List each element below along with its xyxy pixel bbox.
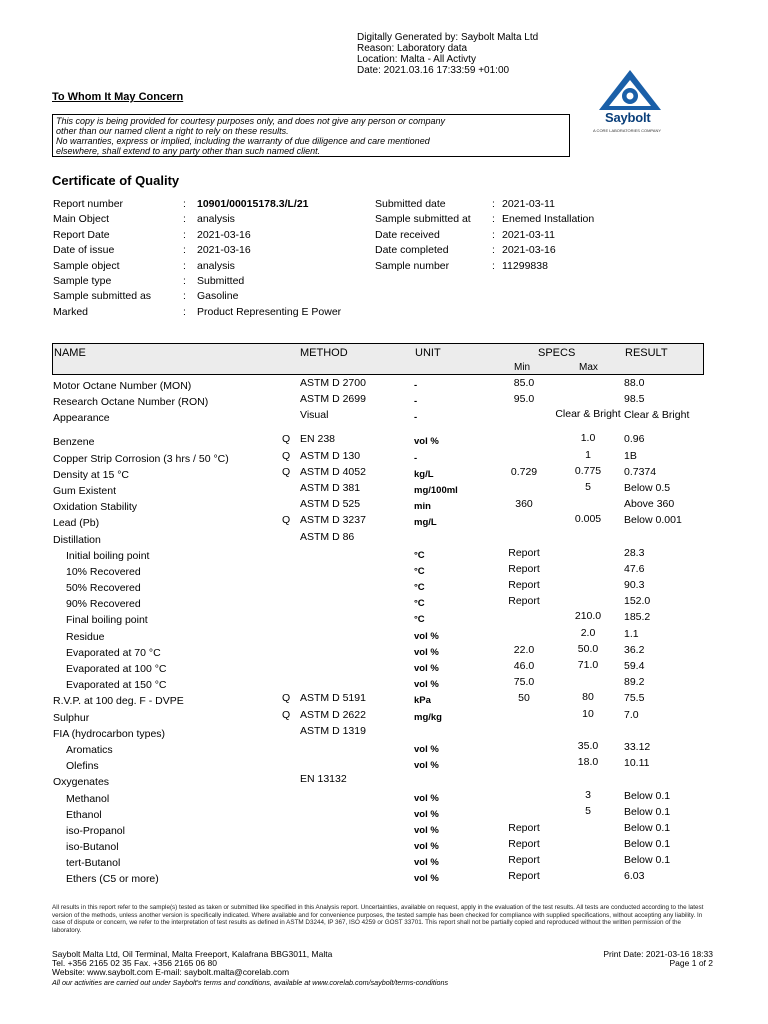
spec-min-cell: Report	[508, 854, 540, 867]
table-row	[0, 595, 768, 611]
spec-min-cell: Report	[508, 595, 540, 608]
table-row	[0, 498, 768, 514]
method-cell: ASTM D 86	[300, 530, 355, 543]
address-line: Tel. +356 2165 02 35 Fax. +356 2165 06 80	[52, 958, 217, 969]
parameter-name: tert-Butanol	[66, 857, 121, 870]
spec-min-cell: 46.0	[513, 660, 535, 672]
method-cell: ASTM D 1319	[300, 724, 366, 737]
unit-cell: °C	[414, 549, 425, 561]
parameter-name: 10% Recovered	[66, 565, 141, 578]
signature-line: Reason: Laboratory data	[357, 43, 468, 54]
spec-max-cell: 0.005	[574, 513, 602, 526]
unit-cell: °C	[414, 614, 425, 626]
info-value: Product Representing E Power	[197, 305, 342, 318]
spec-max-cell: 3	[585, 788, 591, 801]
result-cell: 36.2	[624, 643, 645, 656]
parameter-name: Evaporated at 150 °C	[66, 679, 167, 692]
report-info-right	[375, 197, 594, 274]
parameter-name: Distillation	[53, 533, 101, 546]
parameter-name: Gum Existent	[53, 484, 117, 497]
parameter-name: Final boiling point	[66, 614, 148, 627]
spec-max-cell: 1.0	[580, 432, 596, 445]
spec-max-cell: 71.0	[577, 659, 599, 671]
unit-cell: vol %	[414, 679, 439, 691]
quality-mark: Q	[282, 514, 291, 527]
result-cell: Below 0.001	[624, 514, 682, 527]
signature-line: Location: Malta - All Activty	[357, 54, 476, 65]
info-value: 11299838	[502, 259, 548, 272]
spec-max-cell: 210.0	[574, 610, 602, 623]
spec-min-cell: Report	[508, 838, 540, 851]
result-cell: 152.0	[624, 595, 651, 608]
result-cell: 98.5	[624, 393, 645, 406]
parameter-name: Olefins	[66, 760, 99, 773]
address-line: Website: www.saybolt.com E-mail: saybolt.malta@corelab.com	[52, 967, 290, 978]
logo-tagline: A CORE LABORATORIES COMPANY	[593, 128, 662, 133]
spec-min-cell: Report	[508, 546, 540, 559]
unit-cell: vol %	[414, 792, 439, 804]
parameter-name: Ethanol	[66, 808, 102, 821]
spec-min-cell: 85.0	[513, 377, 535, 389]
unit-cell: -	[414, 396, 418, 408]
disclaimer-line: elsewhere, shall extend to any party other than such named client.	[56, 146, 321, 156]
parameter-name: Appearance	[53, 412, 110, 425]
method-cell: ASTM D 4052	[300, 465, 366, 478]
info-label: Submitted date	[375, 198, 446, 210]
method-cell: EN 238	[300, 433, 336, 446]
info-row: Date received : 2021-03-11	[375, 228, 594, 243]
unit-cell: -	[414, 412, 418, 424]
info-label: Sample submitted at	[375, 213, 471, 226]
parameter-name: Oxidation Stability	[53, 501, 138, 514]
table-row	[0, 628, 768, 644]
table-row	[0, 611, 768, 627]
unit-cell: -	[414, 452, 418, 464]
spec-max-cell: 2.0	[580, 626, 596, 639]
result-cell: Below 0.1	[624, 821, 671, 834]
result-cell: Below 0.1	[624, 854, 671, 867]
saybolt-triangle-logo-icon	[585, 66, 675, 114]
header-max: Max	[579, 362, 598, 373]
method-cell: ASTM D 2700	[300, 377, 366, 389]
method-cell: ASTM D 381	[300, 481, 361, 494]
spec-min-cell: Report	[508, 579, 540, 592]
info-row: Sample type : Submitted	[53, 274, 341, 289]
result-cell: 75.5	[624, 692, 645, 705]
info-value: 2021-03-16	[197, 228, 251, 241]
method-cell: ASTM D 525	[300, 498, 361, 511]
info-row: Main Object : analysis	[53, 212, 341, 227]
info-label: Sample type	[53, 275, 112, 288]
spec-min-cell: 0.729	[510, 465, 538, 478]
info-row: Sample submitted as : Gasoline	[53, 289, 341, 304]
info-value: Enemed Installation	[502, 213, 595, 226]
unit-cell: vol %	[414, 646, 439, 658]
unit-cell: min	[414, 501, 431, 513]
table-row	[0, 790, 768, 806]
method-cell: ASTM D 3237	[300, 514, 366, 527]
spec-max-cell: 50.0	[577, 642, 599, 655]
unit-cell: mg/L	[414, 517, 437, 529]
result-cell: 6.03	[624, 870, 645, 883]
spec-max-cell: 0.775	[574, 464, 602, 477]
table-row	[0, 757, 768, 773]
signature-line: Date: 2021.03.16 17:33:59 +01:00	[357, 65, 510, 76]
result-cell: 0.7374	[624, 465, 657, 478]
table-row	[0, 393, 768, 409]
info-row: Report number : 10901/00015178.3/L/21	[53, 197, 341, 212]
method-cell: ASTM D 2622	[300, 708, 366, 721]
address-line: Saybolt Malta Ltd, Oil Terminal, Malta Freeport, Kalafrana BBG3011, Malta	[52, 949, 333, 959]
info-label: Sample object	[53, 259, 120, 272]
unit-cell: vol %	[414, 824, 439, 836]
parameter-name: 90% Recovered	[66, 598, 141, 611]
unit-cell: mg/100ml	[414, 484, 458, 496]
info-label: Marked	[53, 305, 89, 318]
unit-cell: vol %	[414, 663, 439, 674]
header-specs: SPECS	[538, 347, 576, 359]
parameter-name: Benzene	[53, 436, 95, 449]
info-row: Marked : Product Representing E Power	[53, 305, 341, 320]
terms-line: All our activities are carried out under Saybolt's terms and conditions, available at www.corelab.com/saybolt/terms-conditions	[52, 977, 449, 987]
spec-max-cell: 80	[582, 691, 594, 704]
result-cell: 10.11	[624, 757, 650, 770]
results-table-body	[0, 377, 768, 887]
result-cell: 90.3	[624, 579, 645, 592]
info-label: Report number	[53, 198, 124, 210]
table-row	[0, 806, 768, 822]
quality-mark: Q	[282, 433, 291, 446]
parameter-name: Ethers (C5 or more)	[66, 873, 159, 886]
spec-max-cell: 10	[582, 707, 594, 720]
result-cell: Above 360	[624, 498, 675, 511]
info-row: Date completed : 2021-03-16	[375, 243, 594, 258]
header-result: RESULT	[625, 347, 668, 359]
table-row	[0, 644, 768, 660]
header-min: Min	[514, 362, 531, 373]
spec-max-cell: Clear & Bright	[555, 408, 621, 421]
disclaimer-line: other than our named client a right to rely on these results.	[56, 126, 289, 136]
report-info-left	[53, 197, 341, 320]
unit-cell: kPa	[414, 695, 431, 707]
results-table-header	[52, 343, 704, 375]
info-value: 2021-03-16	[502, 244, 556, 257]
parameter-name: Residue	[66, 630, 105, 643]
parameter-name: Initial boiling point	[66, 549, 150, 562]
result-cell: Below 0.5	[624, 481, 671, 494]
quality-mark: Q	[282, 465, 291, 478]
result-cell: 33.12	[624, 740, 651, 753]
info-value: Gasoline	[197, 290, 239, 303]
quality-mark: Q	[282, 708, 291, 721]
info-row: Submitted date : 2021-03-11	[375, 197, 594, 212]
disclaimer-line: No warranties, express or implied, including the warranty of due diligence and care mentioned	[56, 136, 430, 146]
unit-cell: vol %	[414, 857, 439, 869]
parameter-name: Aromatics	[66, 743, 113, 756]
spec-max-cell: 1	[585, 448, 591, 461]
parameter-name: Copper Strip Corrosion (3 hrs / 50 °C)	[53, 452, 229, 465]
method-cell: EN 13132	[300, 773, 347, 786]
result-cell: Below 0.1	[624, 805, 671, 818]
parameter-name: R.V.P. at 100 deg. F - DVPE	[53, 695, 184, 708]
unit-cell: vol %	[414, 436, 439, 448]
method-cell: ASTM D 130	[300, 449, 361, 462]
unit-cell: vol %	[414, 841, 439, 853]
footnote: All results in this report refer to the sample(s) tested as taken or submitted like specified in this Analysis report. Uncertainties, available on request, apply in the evaluation of the test results. All tests are conducted according to the latest version of the methods, unless another version is specifically indicated. Where available and for convenience purposes, the tested sample has been checked for compliance with supplied specifications, without accepting any liability. In case of dispute or concern, we refer to the interpretation of test results as defined in ASTM D3244, IP 367, ISO 4259 or GOST 33701. This report shall not be partially copied and reproduced without the written permission of the laboratory.	[52, 904, 704, 934]
unit-cell: vol %	[414, 760, 439, 772]
logo-wordmark: Saybolt	[605, 110, 651, 125]
table-row	[0, 741, 768, 757]
table-row	[0, 709, 768, 725]
parameter-name: Oxygenates	[53, 776, 110, 789]
unit-cell: vol %	[414, 873, 439, 885]
table-row	[0, 838, 768, 854]
info-row: Sample submitted at : Enemed Installation	[375, 212, 594, 227]
spec-max-cell: 35.0	[577, 739, 599, 752]
unit-cell: °C	[414, 582, 425, 594]
result-cell: 1.1	[624, 627, 639, 640]
unit-cell: -	[414, 380, 418, 391]
parameter-name: Evaporated at 100 °C	[66, 663, 167, 675]
signature-line: Digitally Generated by: Saybolt Malta Ltd	[357, 32, 539, 43]
method-cell: Visual	[300, 409, 329, 422]
info-value: 2021-03-16	[197, 244, 251, 257]
info-value: analysis	[197, 213, 235, 226]
parameter-name: FIA (hydrocarbon types)	[53, 727, 166, 740]
spec-min-cell: 360	[515, 498, 533, 511]
table-row	[0, 450, 768, 466]
spec-max-cell: 5	[585, 804, 591, 817]
info-label: Sample number	[375, 259, 450, 272]
result-cell: 28.3	[624, 546, 645, 559]
unit-cell: vol %	[414, 743, 439, 755]
parameter-name: iso-Butanol	[66, 841, 119, 854]
spec-min-cell: Report	[508, 870, 540, 883]
table-row	[0, 676, 768, 692]
quality-mark: Q	[282, 692, 291, 705]
header-method: METHOD	[300, 347, 348, 359]
print-date: Print Date: 2021-03-16 18:33	[603, 949, 713, 959]
result-cell: 47.6	[624, 562, 645, 575]
spec-min-cell: Report	[508, 821, 540, 834]
info-label: Date completed	[375, 244, 449, 257]
spec-min-cell: 22.0	[513, 643, 535, 656]
table-row	[0, 692, 768, 708]
parameter-name: Density at 15 °C	[53, 468, 129, 481]
header-name: NAME	[54, 347, 86, 359]
method-cell: ASTM D 2699	[300, 393, 366, 406]
info-label: Date received	[375, 228, 440, 241]
info-label: Date of issue	[53, 244, 115, 257]
info-value: 2021-03-11	[502, 228, 555, 241]
parameter-name: Sulphur	[53, 711, 90, 724]
table-row	[0, 409, 768, 433]
company-address	[52, 950, 448, 987]
table-row	[0, 579, 768, 595]
table-row	[0, 870, 768, 886]
table-row	[0, 482, 768, 498]
table-row	[0, 377, 768, 393]
unit-cell: vol %	[414, 630, 439, 642]
page-number: Page 1 of 2	[669, 958, 713, 969]
print-info	[560, 950, 713, 968]
table-row	[0, 547, 768, 563]
certificate-title: Certificate of Quality	[52, 173, 180, 188]
parameter-name: Evaporated at 70 °C	[66, 646, 161, 659]
to-whom-heading: To Whom It May Concern	[52, 91, 184, 103]
method-cell: ASTM D 5191	[300, 692, 366, 705]
table-row	[0, 514, 768, 530]
parameter-name: iso-Propanol	[66, 824, 125, 837]
table-row	[0, 660, 768, 676]
unit-cell: °C	[414, 598, 425, 610]
info-label: Report Date	[53, 228, 110, 241]
table-row	[0, 563, 768, 579]
unit-cell: mg/kg	[414, 711, 442, 723]
info-row: Date of issue : 2021-03-16	[53, 243, 341, 258]
spec-max-cell: 18.0	[577, 756, 599, 769]
parameter-name: Methanol	[66, 792, 110, 805]
table-row	[0, 531, 768, 547]
info-label: Main Object	[53, 213, 110, 226]
spec-max-cell: 5	[585, 480, 591, 493]
table-row	[0, 725, 768, 741]
result-cell: Below 0.1	[624, 838, 671, 851]
result-cell: 88.0	[624, 377, 645, 389]
table-row	[0, 773, 768, 789]
saybolt-logo	[585, 66, 675, 138]
table-row	[0, 822, 768, 838]
table-row	[0, 433, 768, 449]
parameter-name: 50% Recovered	[66, 582, 141, 595]
parameter-name: Research Octane Number (RON)	[53, 396, 209, 409]
spec-min-cell: Report	[508, 562, 540, 575]
info-row: Sample number : 11299838	[375, 259, 594, 274]
unit-cell: vol %	[414, 808, 439, 820]
result-cell: 1B	[624, 449, 637, 462]
unit-cell: kg/L	[414, 468, 434, 480]
result-cell: 7.0	[624, 708, 639, 721]
result-cell: Clear & Bright	[624, 409, 690, 422]
disclaimer-line: This copy is being provided for courtesy purposes only, and does not give any person or company	[56, 116, 446, 126]
digital-signature-block	[357, 32, 538, 76]
result-cell: 0.96	[624, 433, 645, 446]
report-number-value: 10901/00015178.3/L/21	[197, 198, 309, 210]
info-value: Submitted	[197, 275, 245, 288]
info-value: 2021-03-11	[502, 198, 555, 210]
header-unit: UNIT	[415, 347, 441, 359]
result-cell: 59.4	[624, 660, 645, 672]
quality-mark: Q	[282, 449, 291, 462]
unit-cell: °C	[414, 565, 425, 577]
info-row: Report Date : 2021-03-16	[53, 228, 341, 243]
result-cell: 185.2	[624, 611, 651, 624]
table-row	[0, 854, 768, 870]
info-label: Sample submitted as	[53, 290, 152, 303]
parameter-name: Lead (Pb)	[53, 517, 100, 530]
info-value: analysis	[197, 259, 235, 272]
parameter-name: Motor Octane Number (MON)	[53, 380, 192, 392]
result-cell: 89.2	[624, 676, 645, 689]
spec-min-cell: 50	[518, 692, 530, 705]
info-row: Sample object : analysis	[53, 259, 341, 274]
disclaimer-box	[52, 114, 570, 157]
spec-min-cell: 95.0	[513, 393, 535, 406]
table-row	[0, 466, 768, 482]
result-cell: Below 0.1	[624, 789, 671, 802]
spec-min-cell: 75.0	[513, 676, 535, 689]
